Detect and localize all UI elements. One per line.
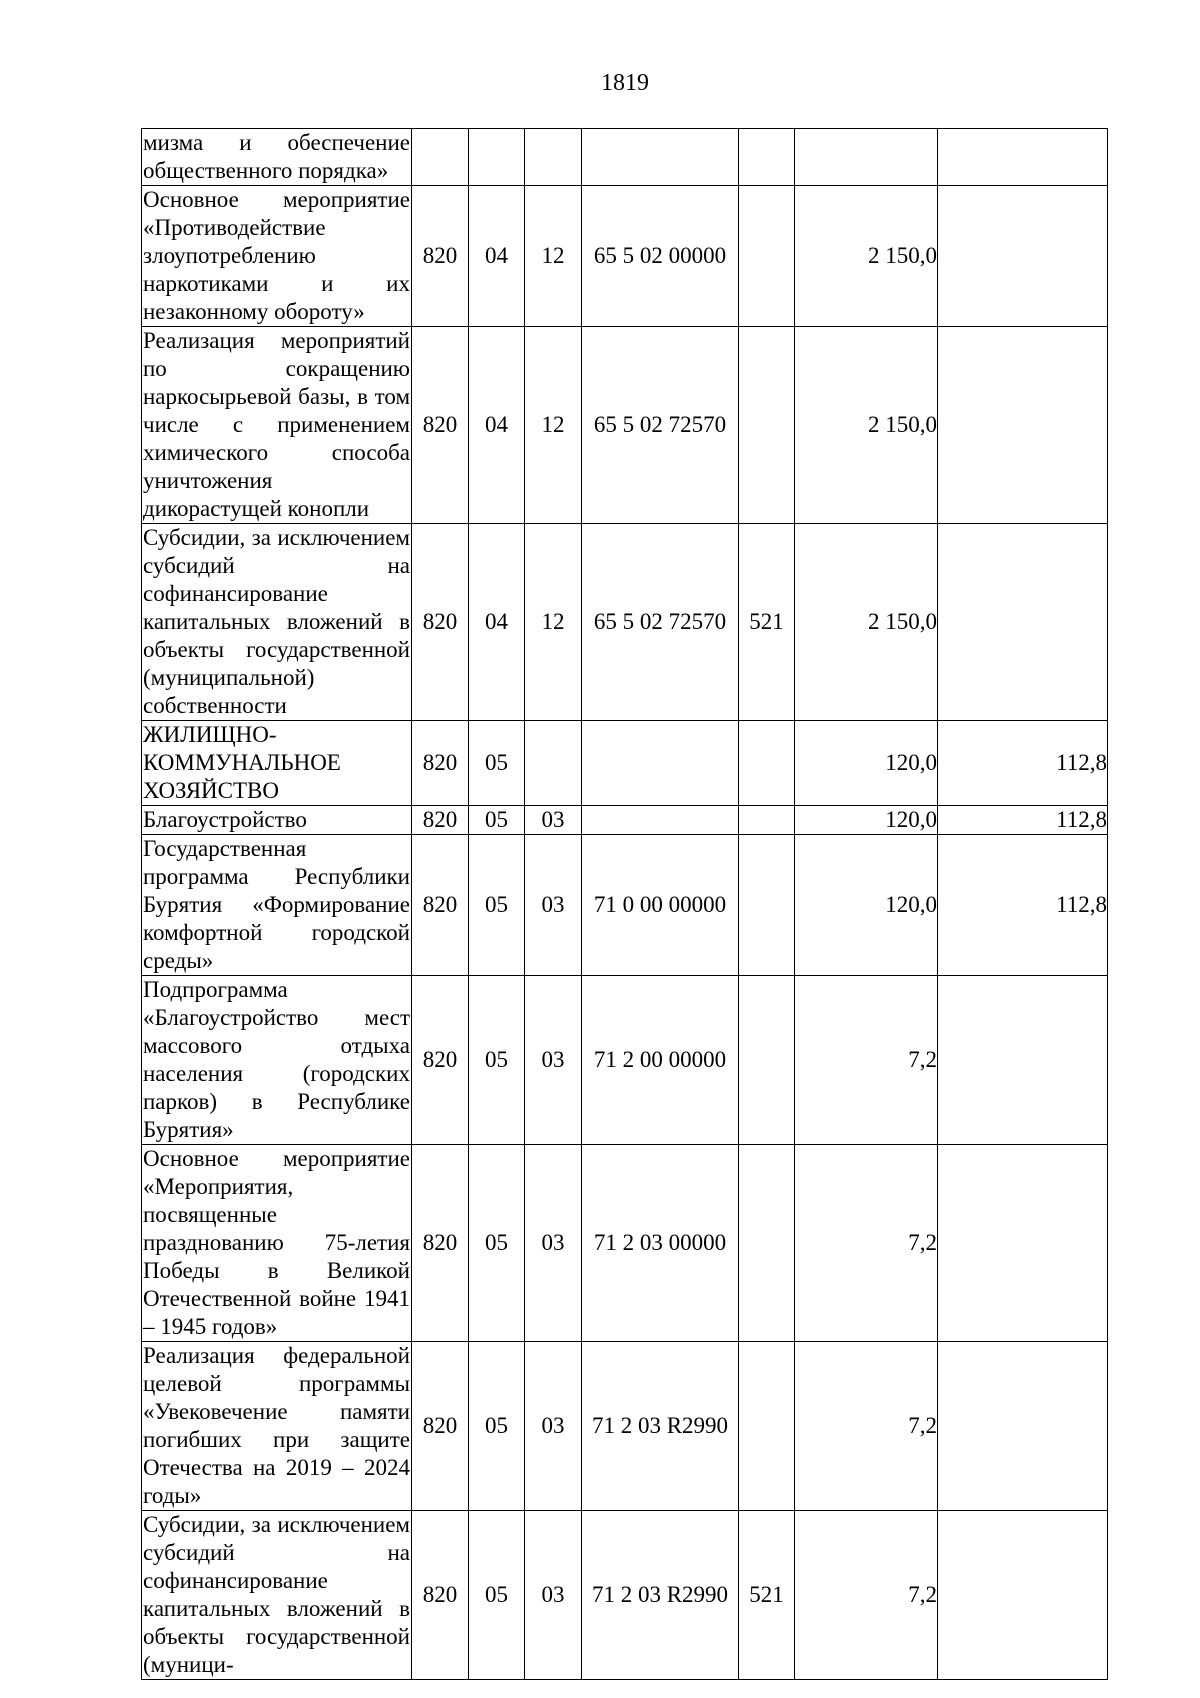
amount-1: 2 150,0 (795, 186, 938, 327)
table-row (142, 721, 1108, 806)
amount-1: 2 150,0 (795, 327, 938, 524)
amount-2 (938, 129, 1108, 186)
dept-code: 820 (412, 327, 469, 524)
section-code: 05 (469, 835, 525, 976)
dept-code: 820 (412, 806, 469, 835)
row-name: Основное мероприятие «Противодействие злоупотреблению наркотиками и их незаконному обороту» (142, 186, 412, 327)
table-row (142, 524, 1108, 721)
section-code: 04 (469, 186, 525, 327)
amount-2 (938, 327, 1108, 524)
expense-type-code (739, 806, 795, 835)
row-name: Благоустройство (142, 806, 412, 835)
row-name: Подпрограмма «Благоустройство мест массового отдыха населения (городских парков) в Республике Бурятия» (142, 976, 412, 1145)
dept-code: 820 (412, 721, 469, 806)
subsection-code: 12 (525, 327, 582, 524)
target-article-code (582, 129, 739, 186)
dept-code: 820 (412, 186, 469, 327)
amount-2 (938, 1145, 1108, 1342)
target-article-code (582, 806, 739, 835)
target-article-code: 65 5 02 72570 (582, 524, 739, 721)
table-row (142, 1511, 1108, 1680)
row-name: Реализация федеральной целевой программы «Увековечение памяти погибших при защите Отечества на 2019 – 2024 годы» (142, 1342, 412, 1511)
target-article-code: 71 2 03 R2990 (582, 1342, 739, 1511)
table-row (142, 129, 1108, 186)
amount-2: 112,8 (938, 721, 1108, 806)
row-name: Субсидии, за исключением субсидий на софинансирование капитальных вложений в объекты государственной (муници- (142, 1511, 412, 1680)
budget-table (141, 128, 1108, 1680)
table-row (142, 1145, 1108, 1342)
expense-type-code (739, 129, 795, 186)
section-code: 04 (469, 524, 525, 721)
dept-code: 820 (412, 976, 469, 1145)
table-row (142, 806, 1108, 835)
amount-2 (938, 1342, 1108, 1511)
amount-1: 7,2 (795, 1511, 938, 1680)
amount-1: 120,0 (795, 721, 938, 806)
table-row (142, 835, 1108, 976)
table-row (142, 186, 1108, 327)
expense-type-code: 521 (739, 1511, 795, 1680)
section-code: 05 (469, 1342, 525, 1511)
expense-type-code (739, 976, 795, 1145)
amount-2: 112,8 (938, 835, 1108, 976)
amount-2 (938, 976, 1108, 1145)
target-article-code: 71 0 00 00000 (582, 835, 739, 976)
subsection-code: 03 (525, 1342, 582, 1511)
subsection-code: 03 (525, 835, 582, 976)
amount-1: 2 150,0 (795, 524, 938, 721)
target-article-code: 71 2 03 R2990 (582, 1511, 739, 1680)
target-article-code: 65 5 02 72570 (582, 327, 739, 524)
dept-code (412, 129, 469, 186)
section-code: 05 (469, 1145, 525, 1342)
target-article-code: 65 5 02 00000 (582, 186, 739, 327)
row-name: Основное мероприятие «Мероприятия, посвященные празднованию 75-летия Победы в Великой Отечественной войне 1941 – 1945 годов» (142, 1145, 412, 1342)
expense-type-code (739, 327, 795, 524)
dept-code: 820 (412, 1342, 469, 1511)
row-name: Реализация мероприятий по сокращению наркосырьевой базы, в том числе с применением химического способа уничтожения дикорастущей конопли (142, 327, 412, 524)
dept-code: 820 (412, 1511, 469, 1680)
section-code: 05 (469, 976, 525, 1145)
dept-code: 820 (412, 524, 469, 721)
expense-type-code: 521 (739, 524, 795, 721)
target-article-code (582, 721, 739, 806)
row-name: Государственная программа Республики Бурятия «Формирование комфортной городской среды» (142, 835, 412, 976)
expense-type-code (739, 721, 795, 806)
row-name: мизма и обеспечение общественного порядка» (142, 129, 412, 186)
expense-type-code (739, 835, 795, 976)
amount-2 (938, 186, 1108, 327)
row-name: Субсидии, за исключением субсидий на софинансирование капитальных вложений в объекты государственной (муниципальной) собственности (142, 524, 412, 721)
amount-2: 112,8 (938, 806, 1108, 835)
amount-2 (938, 1511, 1108, 1680)
subsection-code (525, 129, 582, 186)
amount-2 (938, 524, 1108, 721)
subsection-code: 03 (525, 1511, 582, 1680)
expense-type-code (739, 1145, 795, 1342)
amount-1: 7,2 (795, 976, 938, 1145)
dept-code: 820 (412, 835, 469, 976)
target-article-code: 71 2 00 00000 (582, 976, 739, 1145)
page-number: 1819 (601, 70, 649, 96)
expense-type-code (739, 1342, 795, 1511)
subsection-code: 12 (525, 186, 582, 327)
subsection-code (525, 721, 582, 806)
table-row (142, 976, 1108, 1145)
section-code: 05 (469, 806, 525, 835)
amount-1: 120,0 (795, 835, 938, 976)
amount-1: 120,0 (795, 806, 938, 835)
amount-1: 7,2 (795, 1145, 938, 1342)
amount-1 (795, 129, 938, 186)
subsection-code: 03 (525, 976, 582, 1145)
row-name: ЖИЛИЩНО-КОММУНАЛЬНОЕ ХОЗЯЙСТВО (142, 721, 412, 806)
dept-code: 820 (412, 1145, 469, 1342)
expense-type-code (739, 186, 795, 327)
section-code: 05 (469, 721, 525, 806)
section-code: 04 (469, 327, 525, 524)
subsection-code: 03 (525, 806, 582, 835)
amount-1: 7,2 (795, 1342, 938, 1511)
target-article-code: 71 2 03 00000 (582, 1145, 739, 1342)
section-code (469, 129, 525, 186)
section-code: 05 (469, 1511, 525, 1680)
subsection-code: 03 (525, 1145, 582, 1342)
table-row (142, 1342, 1108, 1511)
subsection-code: 12 (525, 524, 582, 721)
table-row (142, 327, 1108, 524)
